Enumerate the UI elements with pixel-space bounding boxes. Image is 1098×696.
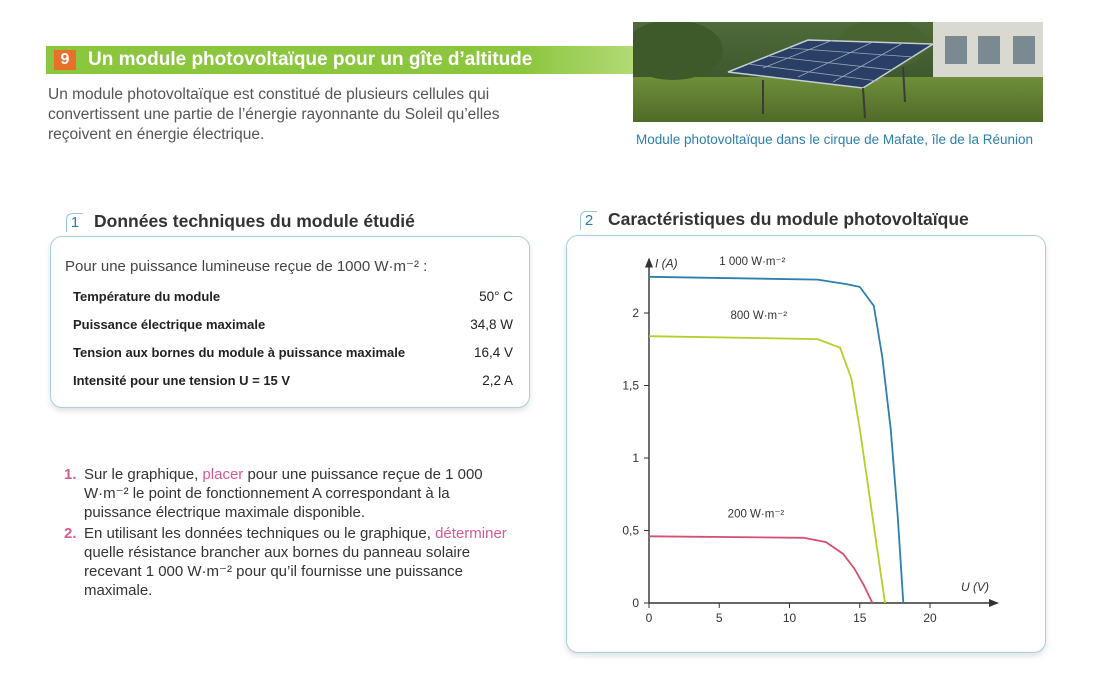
spec-row xyxy=(73,373,513,388)
question-number: 1. xyxy=(64,466,77,483)
y-tick-label: 0,5 xyxy=(622,523,639,538)
y-tick-label: 1,5 xyxy=(622,378,639,393)
iv-chart xyxy=(567,236,1045,652)
y-tick-label: 2 xyxy=(632,306,639,320)
doc1-title: Données techniques du module étudié xyxy=(94,211,415,231)
spec-label: Température du module xyxy=(73,289,221,304)
exercise-number: 9 xyxy=(54,50,76,70)
question-text: Sur le graphique, xyxy=(84,466,203,483)
x-tick-label: 10 xyxy=(782,611,797,625)
y-axis-arrow xyxy=(645,258,653,268)
x-axis-arrow xyxy=(989,599,999,607)
photo-caption: Module photovoltaïque dans le cirque de Mafate, île de la Réunion xyxy=(636,132,1034,147)
spec-value: 2,2 A xyxy=(482,373,513,388)
x-axis-label: U (V) xyxy=(961,580,989,594)
question-verb: déterminer xyxy=(435,525,507,542)
question-item xyxy=(56,465,516,522)
cropped-top-text xyxy=(70,0,510,3)
spec-label: Puissance électrique maximale xyxy=(73,317,266,332)
y-tick-label: 0 xyxy=(632,596,639,610)
series-label: 800 W·m⁻² xyxy=(730,309,788,322)
x-tick-label: 15 xyxy=(853,611,867,625)
question-verb: placer xyxy=(202,466,244,483)
x-tick-label: 5 xyxy=(715,611,723,625)
y-tick-label: 1 xyxy=(632,451,639,465)
exercise-title: Un module photovoltaïque pour un gîte d’altitude xyxy=(88,49,533,70)
spec-row xyxy=(73,345,513,360)
series-curve xyxy=(649,277,903,603)
questions-list xyxy=(56,465,516,602)
y-axis-label: I (A) xyxy=(655,256,678,271)
x-tick-label: 20 xyxy=(923,611,937,625)
spec-row xyxy=(73,289,513,304)
solar-panel-photo xyxy=(633,22,1043,122)
question-item xyxy=(56,524,516,600)
technical-data-box xyxy=(50,236,530,408)
question-text: pour une puissance reçue de 1 000 W·m⁻² le point de fonctionnement A correspondant à la puissance électrique maximale disponible. xyxy=(84,466,483,521)
chart-box xyxy=(566,235,1046,653)
question-text: quelle résistance brancher aux bornes du panneau solaire recevant 1 000 W·m⁻² pour qu’il fournisse une puissance maximale. xyxy=(84,544,471,599)
series-label: 200 W·m⁻² xyxy=(727,508,785,521)
question-text: En utilisant les données techniques ou le graphique, xyxy=(84,525,436,542)
question-number: 2. xyxy=(64,525,77,542)
series-curve xyxy=(649,536,872,603)
x-tick-label: 0 xyxy=(645,611,653,625)
spec-value: 34,8 W xyxy=(470,317,513,332)
spec-row xyxy=(73,317,513,332)
spec-value: 50° C xyxy=(479,289,513,304)
technical-data-lead: Pour une puissance lumineuse reçue de 1000 W·m⁻² : xyxy=(65,258,428,275)
doc1-number: 1 xyxy=(66,213,83,232)
doc2-number: 2 xyxy=(580,211,597,230)
spec-label: Tension aux bornes du module à puissance maximale xyxy=(73,345,406,360)
series-label: 1 000 W·m⁻² xyxy=(719,256,786,269)
spec-label: Intensité pour une tension U = 15 V xyxy=(73,373,291,388)
spec-value: 16,4 V xyxy=(473,345,513,360)
doc2-title: Caractéristiques du module photovoltaïque xyxy=(608,209,969,229)
exercise-intro: Un module photovoltaïque est constitué de plusieurs cellules qui convertissent une partie de l’énergie rayonnante du Soleil qu’elles reçoivent en énergie électrique. xyxy=(48,86,500,143)
